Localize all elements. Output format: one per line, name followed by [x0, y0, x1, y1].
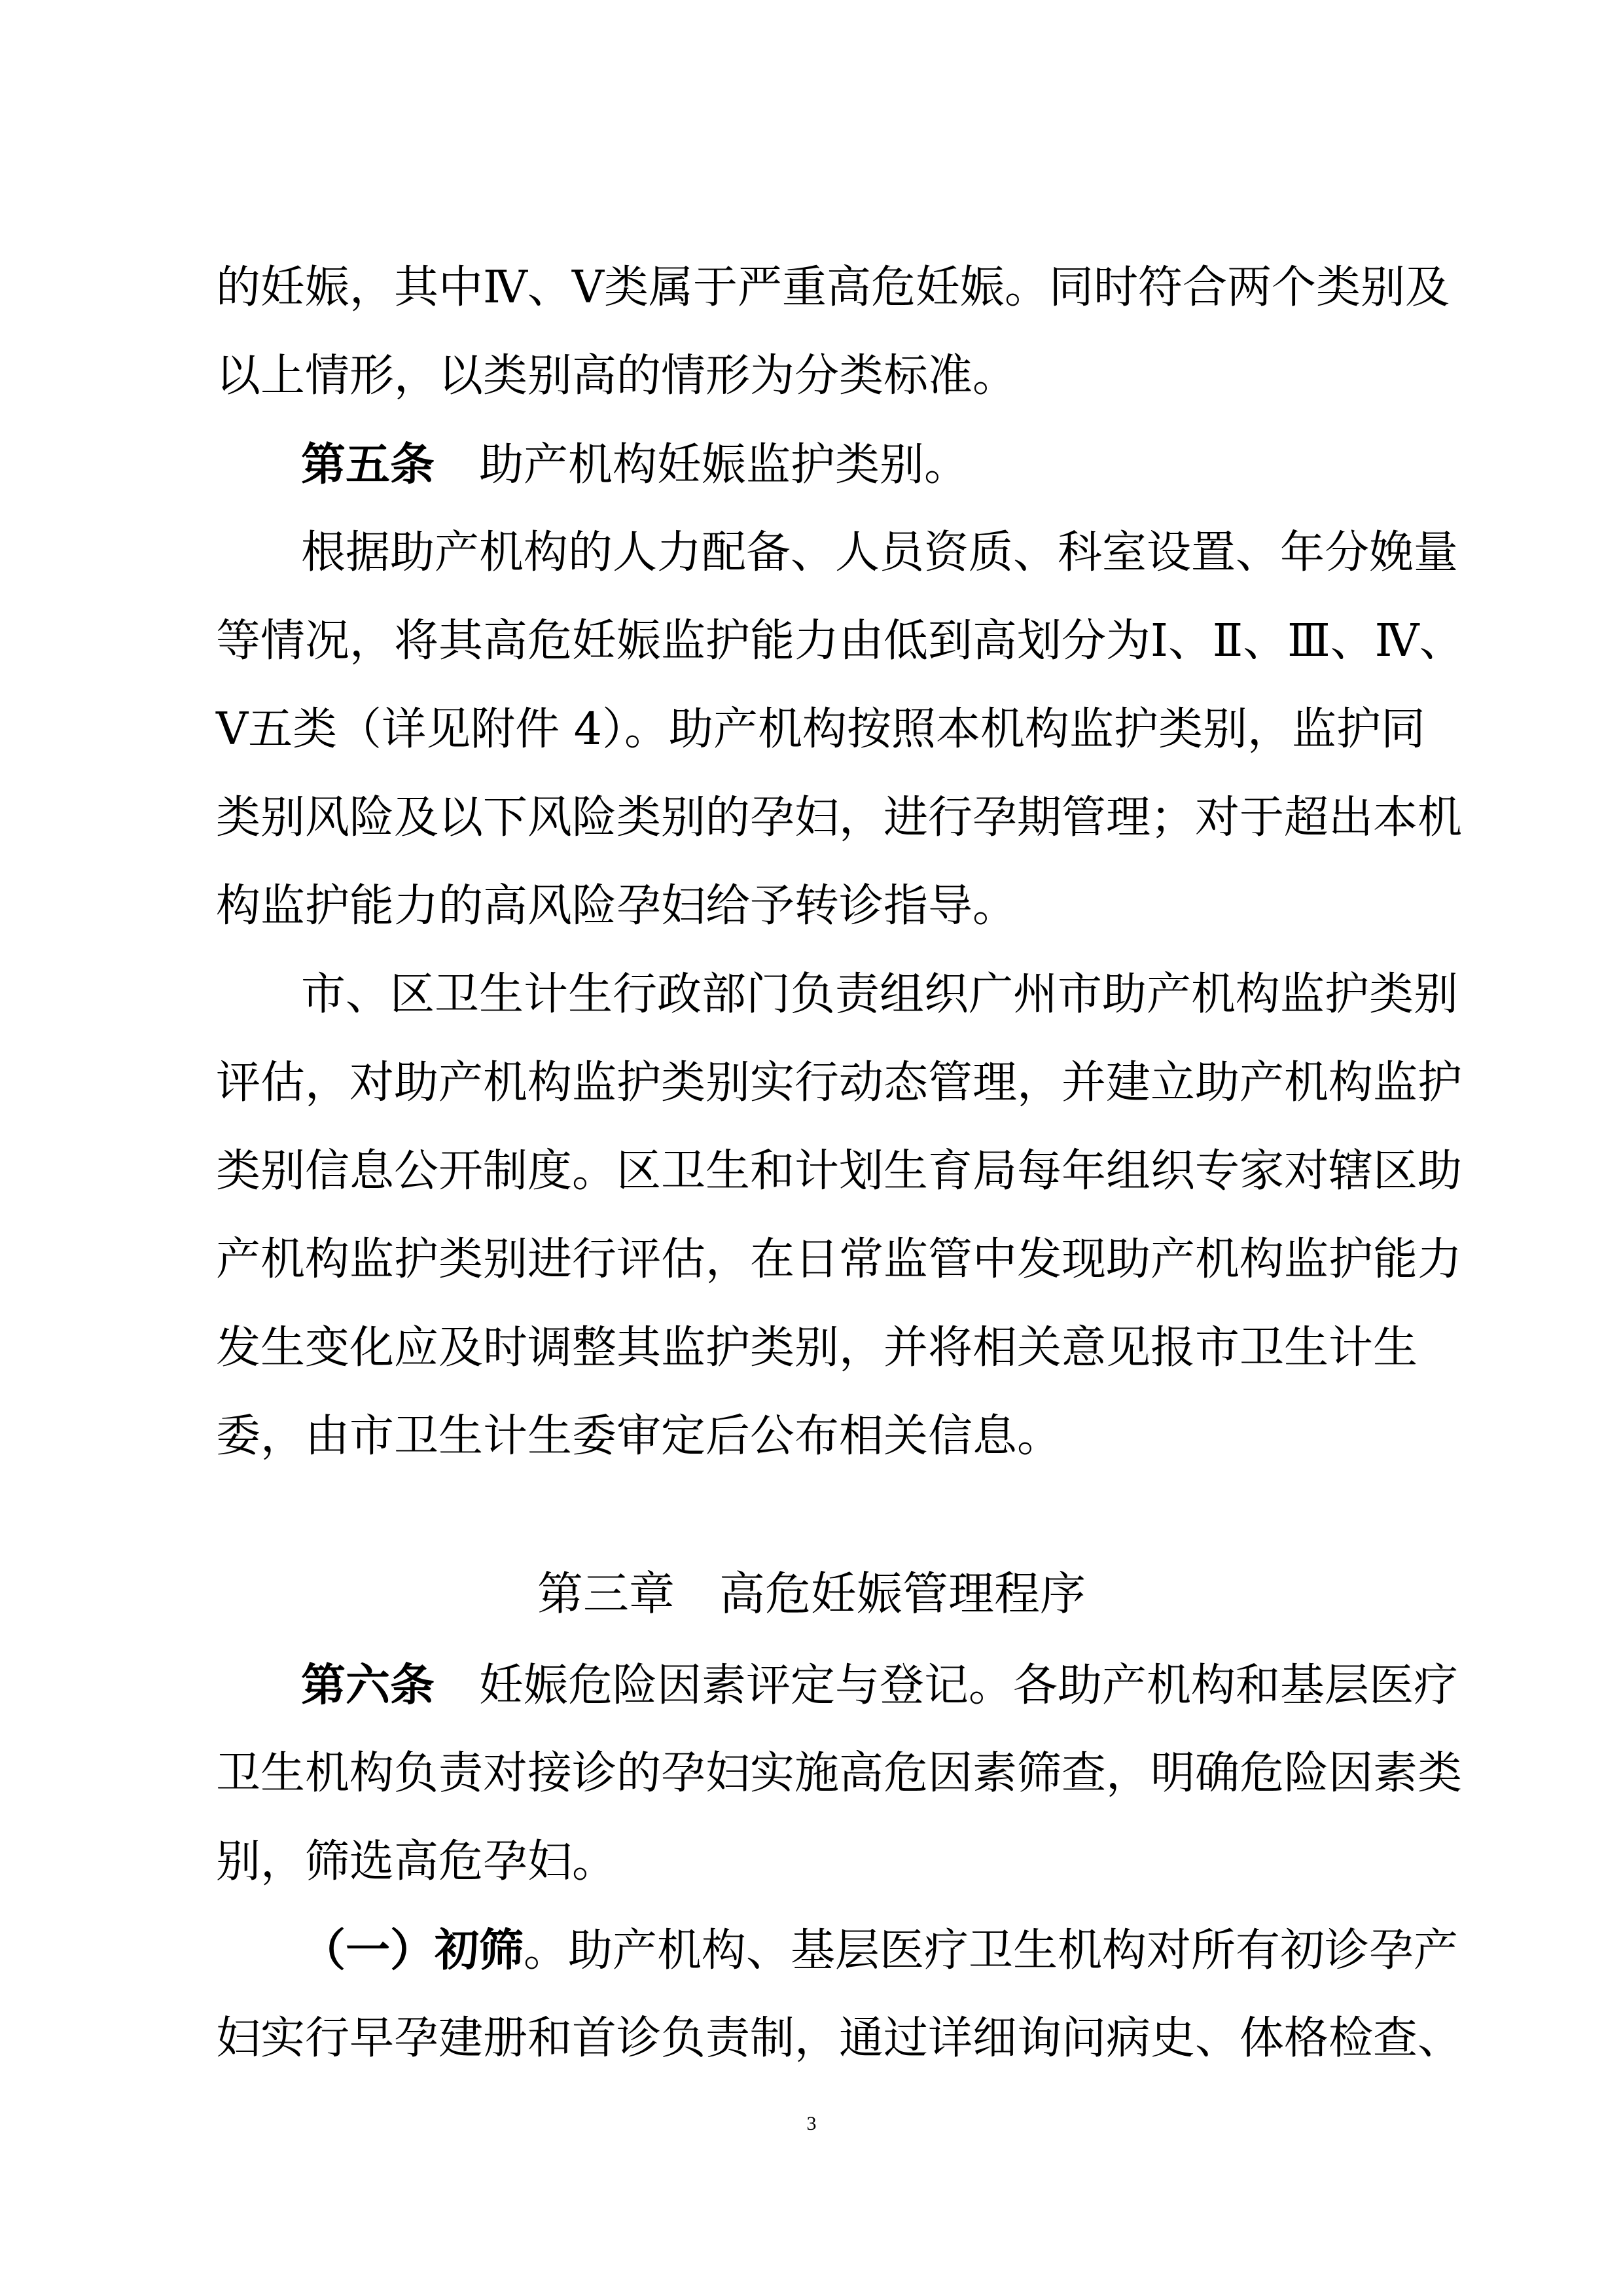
- paragraph-line: 发生变化应及时调整其监护类别，并将相关意见报市卫生计生: [216, 1322, 1418, 1374]
- item-text: 。助产机构、基层医疗卫生机构对所有初诊孕产: [524, 1925, 1459, 1977]
- paragraph-line: 别，筛选高危孕妇。: [216, 1836, 617, 1888]
- article-6-line: [301, 1653, 1459, 1718]
- paragraph-line: 评估，对助产机构监护类别实行动态管理，并建立助产机构监护: [216, 1057, 1463, 1109]
- paragraph-line: 根据助产机构的人力配备、人员资质、科室设置、年分娩量: [301, 527, 1459, 579]
- article-title: 助产机构妊娠监护类别。: [479, 439, 969, 491]
- paragraph-line: 委，由市卫生计生委审定后公布相关信息。: [216, 1410, 1062, 1462]
- paragraph-line: 卫生机构负责对接诊的孕妇实施高危因素筛查，明确危险因素类: [216, 1748, 1463, 1799]
- page-number: 3: [806, 2113, 817, 2134]
- article-text: 妊娠危险因素评定与登记。各助产机构和基层医疗: [479, 1660, 1459, 1712]
- paragraph-line: 以上情形，以类别高的情形为分类标准。: [216, 350, 1018, 402]
- paragraph-line: 类别风险及以下风险类别的孕妇，进行孕期管理；对于超出本机: [216, 792, 1463, 844]
- paragraph-line: 产机构监护类别进行评估，在日常监管中发现助产机构监护能力: [216, 1234, 1463, 1285]
- chapter-heading: [0, 1561, 1623, 1626]
- item-1-line: [301, 1918, 1459, 1983]
- paragraph-line: 类别信息公开制度。区卫生和计划生育局每年组织专家对辖区助: [216, 1145, 1463, 1197]
- paragraph-line: 构监护能力的高风险孕妇给予转诊指导。: [216, 880, 1018, 932]
- paragraph-line: Ⅴ五类（详见附件 4）。助产机构按照本机构监护类别，监护同: [216, 704, 1425, 755]
- paragraph-line: 的妊娠，其中Ⅳ、Ⅴ类属于严重高危妊娠。同时符合两个类别及: [216, 262, 1450, 314]
- chapter-title: 高危妊娠管理程序: [719, 1567, 1086, 1621]
- paragraph-line: 市、区卫生计生行政部门负责组织广州市助产机构监护类别: [301, 969, 1459, 1020]
- article-label: 第六条: [301, 1659, 435, 1712]
- article-label: 第五条: [301, 439, 435, 491]
- chapter-number: 第三章: [537, 1567, 675, 1621]
- item-label: （一）初筛: [301, 1924, 524, 1977]
- paragraph-line: 妇实行早孕建册和首诊负责制，通过详细询问病史、体格检查、: [216, 2013, 1463, 2064]
- paragraph-line: 等情况，将其高危妊娠监护能力由低到高划分为Ⅰ、Ⅱ、Ⅲ、Ⅳ、: [216, 615, 1464, 667]
- article-5-heading: [301, 432, 1407, 497]
